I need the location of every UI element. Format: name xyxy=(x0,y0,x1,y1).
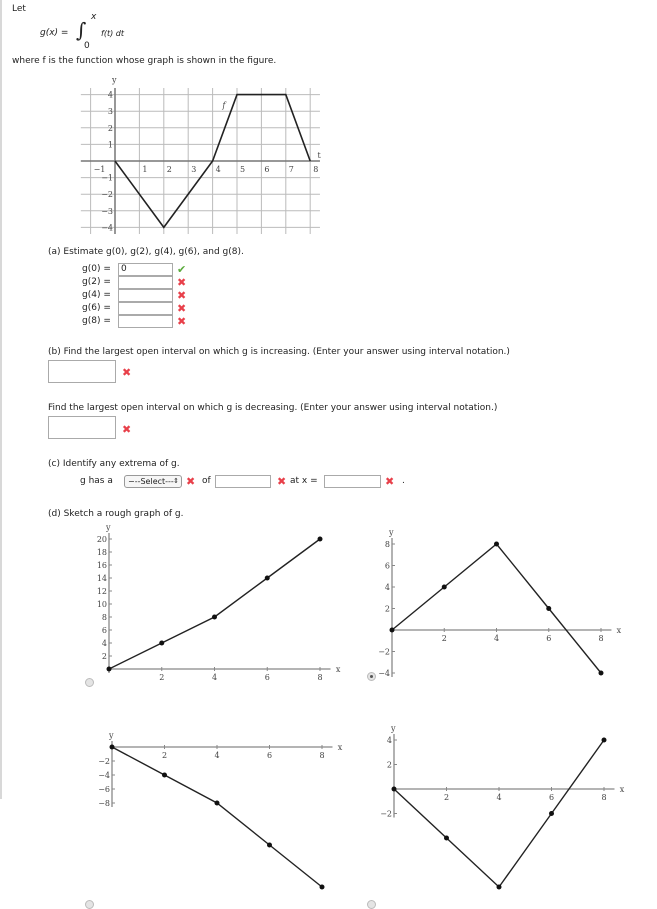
y-axis-label: y xyxy=(109,731,114,740)
data-point xyxy=(318,537,323,542)
where-text: where f is the function whose graph is shown in the figure. xyxy=(12,56,277,66)
data-point xyxy=(494,542,499,547)
x-tick-label: 2 xyxy=(166,165,172,174)
graph-option-radio[interactable] xyxy=(367,900,376,909)
x-tick-label: 8 xyxy=(319,751,325,760)
data-point xyxy=(546,606,551,611)
y-tick-label: −4 xyxy=(98,771,110,780)
x-tick-label: 6 xyxy=(264,673,270,682)
x-axis-label: x xyxy=(335,665,341,674)
x-tick-label: 8 xyxy=(601,793,607,802)
data-point xyxy=(549,811,554,816)
y-tick-label: 4 xyxy=(386,736,392,745)
x-tick-label: 2 xyxy=(161,751,168,760)
g-option-curve xyxy=(109,539,320,669)
g-option-curve xyxy=(392,544,604,673)
extremum-type-select[interactable] xyxy=(124,475,182,488)
y-tick-label: 16 xyxy=(96,561,107,570)
period: . xyxy=(402,476,405,486)
part-a-prompt: (a) Estimate g(0), g(2), g(4), g(6), and g(8). xyxy=(48,247,244,257)
x-tick-label: 4 xyxy=(493,634,500,643)
incorrect-icon: ✖ xyxy=(122,366,132,379)
g-option-curve xyxy=(394,740,607,887)
data-point xyxy=(162,773,167,778)
checkmark-icon: ✔ xyxy=(177,263,187,276)
x-tick-label: 4 xyxy=(496,793,502,802)
g-value-input[interactable] xyxy=(118,276,173,289)
select-value: −--Select--- xyxy=(128,477,174,486)
y-axis-label: y xyxy=(112,75,117,85)
select-arrows-icon: ⇕ xyxy=(173,477,179,485)
data-point xyxy=(265,576,270,581)
part-d-prompt: (d) Sketch a rough graph of g. xyxy=(48,509,184,519)
x-tick-label: 8 xyxy=(317,673,323,682)
x-tick-label: 4 xyxy=(211,673,218,682)
g-value-input[interactable]: 0 xyxy=(118,263,173,276)
y-tick-label: −2 xyxy=(378,647,390,657)
incorrect-icon: ✖ xyxy=(186,475,196,488)
y-tick-label: 4 xyxy=(101,639,107,648)
incorrect-icon: ✖ xyxy=(177,289,187,302)
x-tick-label: 2 xyxy=(443,793,450,802)
data-point xyxy=(599,671,604,676)
g-value-label: g(0) = xyxy=(82,264,111,274)
y-tick-label: 2 xyxy=(386,760,392,770)
x-tick-label: 2 xyxy=(159,673,165,682)
g-has-a-label: g has a xyxy=(80,476,113,486)
y-tick-label: −6 xyxy=(98,785,110,794)
x-axis-label: x xyxy=(619,785,625,794)
decreasing-interval-input[interactable] xyxy=(48,416,116,439)
y-tick-label: −4 xyxy=(101,223,113,233)
y-tick-label: 20 xyxy=(96,535,107,544)
y-tick-label: 2 xyxy=(384,604,390,614)
incorrect-icon: ✖ xyxy=(385,475,395,488)
incorrect-icon: ✖ xyxy=(277,475,287,488)
x-axis-label: x xyxy=(337,743,343,752)
data-point xyxy=(110,745,115,750)
y-tick-label: −3 xyxy=(101,206,113,216)
y-tick-label: 4 xyxy=(107,90,113,100)
data-point xyxy=(159,641,164,646)
increasing-interval-input[interactable] xyxy=(48,360,116,383)
y-tick-label: 2 xyxy=(107,123,113,133)
y-tick-label: 3 xyxy=(107,107,113,117)
data-point xyxy=(267,843,272,848)
integral-lower: 0 xyxy=(84,41,90,51)
g-value-input[interactable] xyxy=(118,302,173,315)
x-tick-label: 6 xyxy=(546,634,552,643)
data-point xyxy=(444,836,449,841)
x-tick-label: 1 xyxy=(142,165,148,174)
y-tick-label: 2 xyxy=(101,652,107,661)
y-tick-label: 4 xyxy=(384,583,390,592)
graph-option-radio[interactable] xyxy=(367,672,376,681)
data-point xyxy=(602,738,607,743)
x-tick-label: 7 xyxy=(288,165,294,174)
data-point xyxy=(107,667,112,672)
y-tick-label: 14 xyxy=(96,574,107,583)
let-text: Let xyxy=(12,4,26,14)
data-point xyxy=(442,585,447,590)
g-lhs: g(x) = xyxy=(40,28,69,38)
y-tick-label: 6 xyxy=(101,626,107,635)
g-value-input[interactable] xyxy=(118,315,173,328)
y-axis-label: y xyxy=(106,523,111,532)
part-c-prompt: (c) Identify any extrema of g. xyxy=(48,459,180,469)
y-tick-label: 8 xyxy=(101,613,107,622)
integral-sign: ∫ xyxy=(76,18,87,42)
data-point xyxy=(215,801,220,806)
x-tick-label: 3 xyxy=(191,165,197,174)
x-tick-label: −1 xyxy=(93,165,106,174)
graph-option-radio[interactable] xyxy=(85,900,94,909)
g-value-label: g(4) = xyxy=(82,290,111,300)
incorrect-icon: ✖ xyxy=(122,423,132,436)
x-tick-label: 4 xyxy=(214,751,220,760)
x-tick-label: 5 xyxy=(240,165,246,174)
graph-option-radio[interactable] xyxy=(85,678,94,687)
g-value-input[interactable] xyxy=(118,289,173,302)
x-tick-label: 6 xyxy=(266,751,273,760)
integral-upper: x xyxy=(91,12,97,22)
incorrect-icon: ✖ xyxy=(177,302,187,315)
y-tick-label: 8 xyxy=(384,540,390,549)
y-tick-label: −2 xyxy=(98,757,110,766)
g-value-label: g(8) = xyxy=(82,316,111,326)
y-tick-label: 6 xyxy=(384,561,390,571)
y-tick-label: 1 xyxy=(107,140,113,150)
part-b-decreasing-prompt: Find the largest open interval on which g is decreasing. (Enter your answer using interval notation.) xyxy=(48,403,498,413)
y-tick-label: −2 xyxy=(101,190,113,200)
at-x-label: at x = xyxy=(290,476,318,486)
x-tick-label: 8 xyxy=(313,165,319,174)
data-point xyxy=(320,885,325,890)
x-axis-label: x xyxy=(616,626,622,635)
data-point xyxy=(390,628,395,633)
g-value-label: g(6) = xyxy=(82,303,111,313)
y-tick-label: 10 xyxy=(96,600,107,609)
extremum-x-input[interactable] xyxy=(324,475,381,488)
of-label: of xyxy=(202,476,211,486)
y-axis-label: y xyxy=(391,724,396,733)
y-tick-label: −4 xyxy=(378,669,390,678)
y-tick-label: 12 xyxy=(96,587,107,596)
x-tick-label: 4 xyxy=(215,165,221,174)
y-tick-label: 18 xyxy=(96,548,107,557)
g-option-curve xyxy=(112,747,325,887)
data-point xyxy=(212,615,217,620)
y-tick-label: −2 xyxy=(380,809,392,819)
extremum-value-input[interactable] xyxy=(215,475,271,488)
data-point xyxy=(392,787,397,792)
part-b-increasing-prompt: (b) Find the largest open interval on which g is increasing. (Enter your answer using interval notation.) xyxy=(48,347,510,357)
x-tick-label: 6 xyxy=(548,793,555,802)
x-axis-label: t xyxy=(317,151,321,160)
x-tick-label: 6 xyxy=(264,165,270,174)
x-tick-label: 8 xyxy=(598,634,604,643)
y-axis-label: y xyxy=(389,528,394,537)
incorrect-icon: ✖ xyxy=(177,276,187,289)
y-tick-label: −8 xyxy=(98,799,110,808)
curve-label: f xyxy=(222,100,226,110)
incorrect-icon: ✖ xyxy=(177,315,187,328)
x-tick-label: 2 xyxy=(441,634,447,643)
integrand: f(t) dt xyxy=(101,29,124,38)
data-point xyxy=(497,885,502,890)
g-value-label: g(2) = xyxy=(82,277,111,287)
y-tick-label: −1 xyxy=(101,173,113,183)
